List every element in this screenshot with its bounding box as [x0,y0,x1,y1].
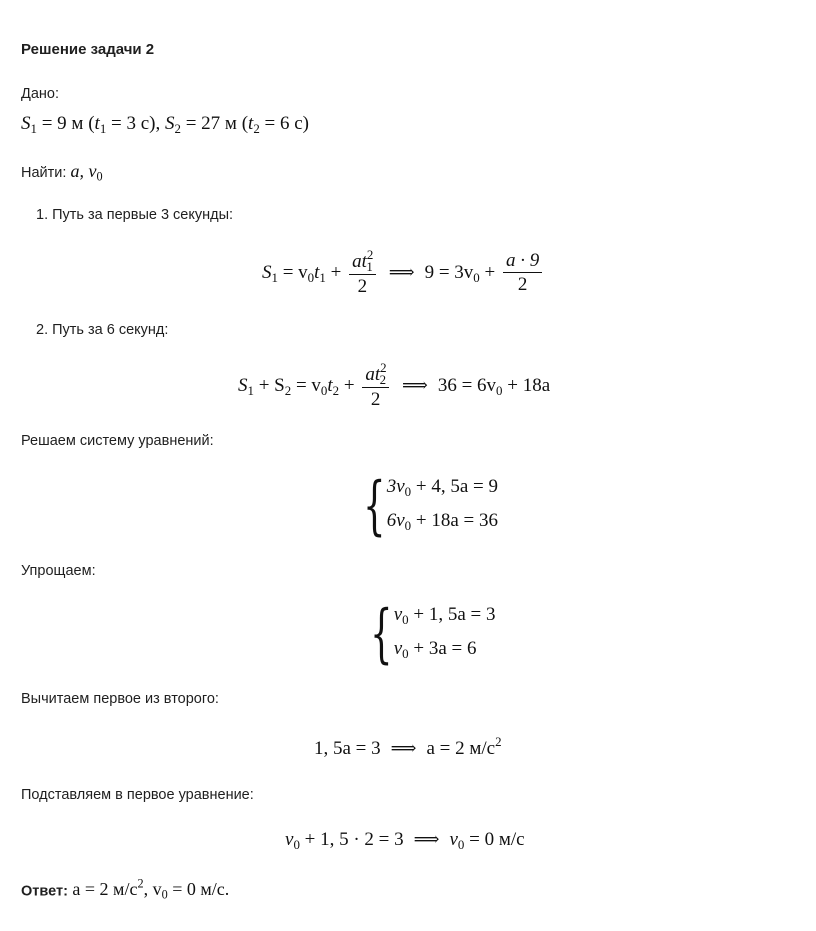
step1-formula: $S_1 = v_0t_1$ + $\frac{at^2_1}{2}$ ⟹ $9 = 3v_0$ + $\frac{a \cdot 9}{2}$ [262,248,545,299]
subtract-formula: 1, 5a = 3 ⟹ a = 2 $м/с^2$ [314,734,502,759]
system-of-equations-2 [361,596,496,671]
step1-label: 1. Путь за первые 3 секунды: [36,207,234,223]
system2-line2: $v_0 + 3a = 6$ [393,637,477,661]
substitute-formula: $v_0 + 1$, 5 · 2 = 3 ⟹ $v_0 = 0$ м/с [285,829,525,852]
curly-brace-icon: { [370,596,393,671]
answer-label: Ответ: [21,883,68,900]
find-vars: a, $v_0$ [70,161,103,184]
system1-line1: $3v_0 + 4$, 5a = 9 [386,476,498,499]
given-label: Дано: [21,86,59,102]
step2-formula: $S_1 + S_2 = v_0t_2$ + $\frac{at^2_2}{2}$ ⟹ $36 = 6v_0 + 18a$ [238,360,551,411]
solve-system-label: Решаем систему уравнений: [21,433,214,449]
system2-line1: $v_0 + 1$, 5a = 3 [393,604,496,627]
fraction-a9: $\frac{a \cdot 9}{2}$ [503,250,542,297]
subtract-label: Вычитаем первое из второго: [21,691,219,707]
fraction-at1-squared: $\frac{at^2_1}{2}$ [349,248,376,299]
substitute-label: Подставляем в первое уравнение: [21,787,254,803]
step2-label: 2. Путь за 6 секунд: [36,322,169,338]
answer-line [21,877,229,903]
fraction-at2-squared: $\frac{at^2_2}{2}$ [362,361,389,412]
simplify-label: Упрощаем: [21,563,96,579]
find-line [21,161,103,185]
system1-line2: $6v_0 + 18a = 36$ [386,509,498,533]
find-label: Найти: [21,165,71,181]
answer-formula: a = 2 $м/с^2$, $v_0 = 0$ м/с. [67,877,230,903]
page-title: Решение задачи 2 [21,41,155,58]
given-formula: $S_1 = 9$ м ($t_1 = 3$ с), $S_2 = 27$ м ($t_2 = 6$ с) [21,113,309,136]
system-of-equations-1 [354,468,498,543]
curly-brace-icon: { [363,468,386,543]
